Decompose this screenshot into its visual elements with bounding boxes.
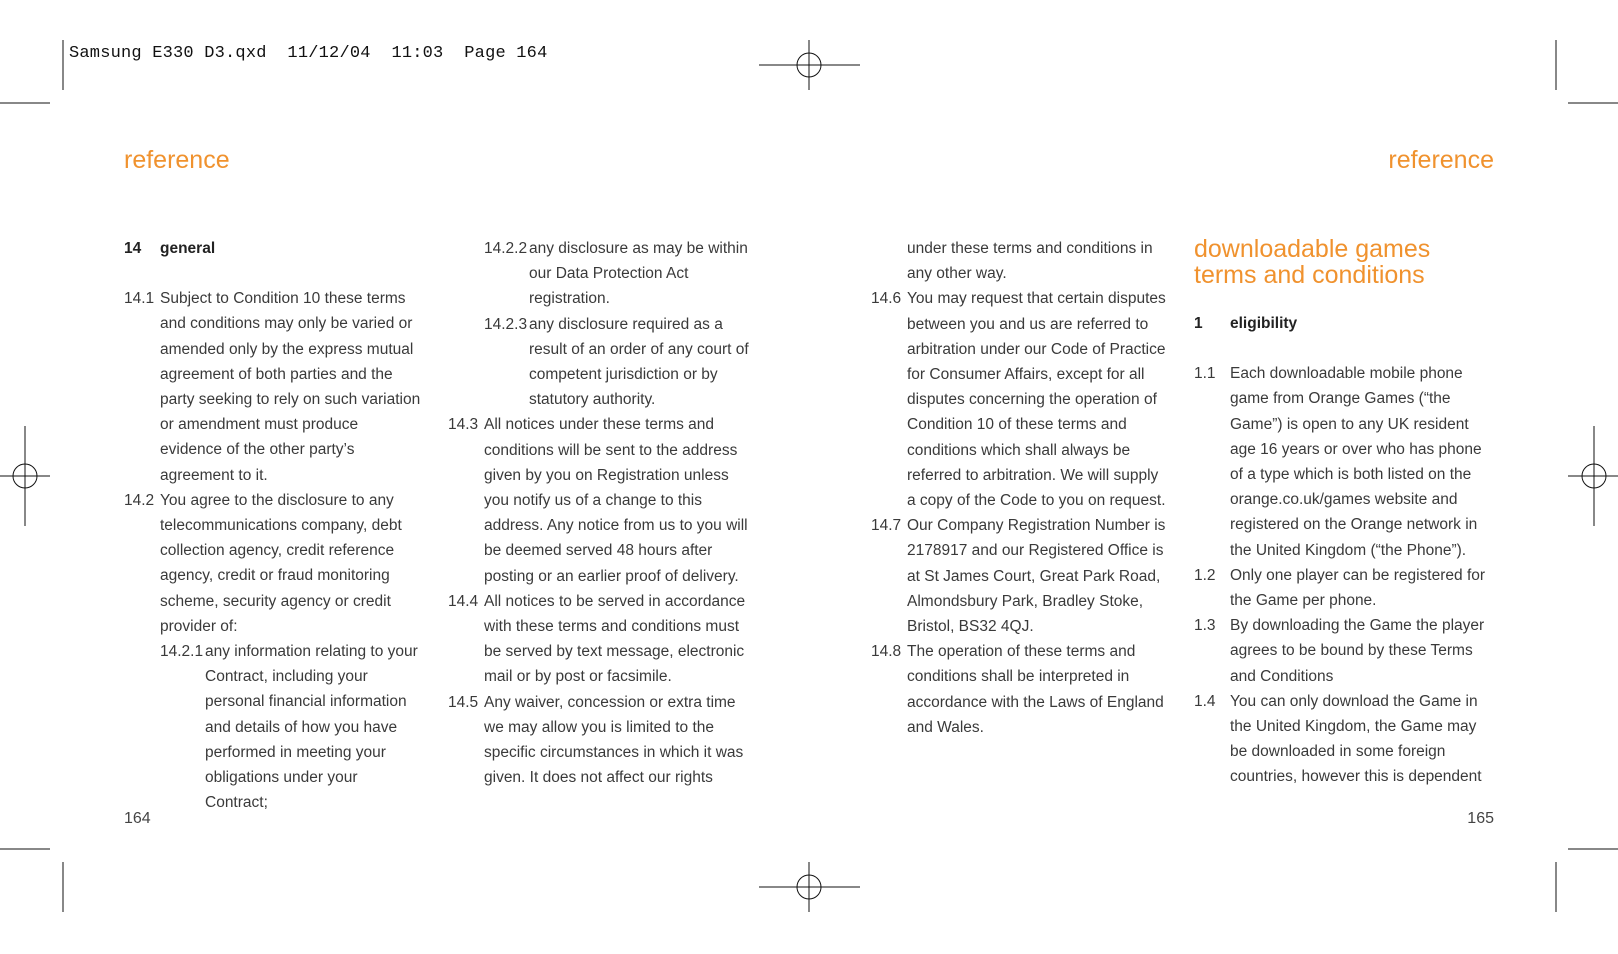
clause-text: All notices under these terms and conditions will be sent to the address given by you on Registration unless you notify us of a change to this address. Any notice from us to you will be deemed served 48 hours after posting or an earlier proof of delivery. [484,416,748,585]
left-page-header: reference [124,146,230,174]
clause-text: Each downloadable mobile phone game from Orange Games (“the Game”) is open to any UK resident age 16 years or over who has phone of a type which is both listed on the orange.co.uk/games website and registered on the Orange network in the United Kingdom (“the Phone”). [1230,365,1482,559]
clause-text: The operation of these terms and conditions shall be interpreted in accordance with the Laws of England and Wales. [907,643,1164,736]
clause-number: 1.3 [1194,617,1216,635]
clause-1-2 [1194,563,1494,613]
clause-number: 14.2.3 [484,315,528,333]
clause-number: 1.4 [1194,692,1216,710]
clause-text: any disclosure required as a result of an order of any court of competent jurisdiction or by statutory authority. [529,315,749,409]
clause-14-2-2 [484,236,756,312]
column-3 [871,236,1171,740]
right-page-number: 165 [1467,810,1494,827]
clause-text: By downloading the Game the player agrees to be bound by these Terms and Conditions [1230,617,1485,685]
clause-text: any disclosure as may be within our Data Protection Act registration. [529,240,748,308]
clause-text: You agree to the disclosure to any telecommunications company, debt collection agency, credit reference agency, credit or fraud monitoring scheme, security agency or credit provider of: [160,491,402,635]
column-2 [448,236,756,790]
section-heading [124,236,424,261]
clause-1-3 [1194,613,1494,689]
section-title: eligibility [1230,315,1298,332]
clause-number: 14.5 [448,693,479,711]
clause-number: 14.8 [871,643,902,661]
clause-14-4 [448,589,756,690]
section-heading [1194,311,1494,336]
clause-text: Our Company Registration Number is 2178917 and our Registered Office is at St James Court, Great Park Road, Almondsbury Park, Bradley Stoke, Bristol, BS32 4QJ. [907,517,1166,636]
clause-1-1 [1194,361,1494,563]
clause-14-2 [124,488,424,639]
clause-number: 14.3 [448,416,479,434]
section-title: general [160,240,216,257]
column-4 [1194,236,1494,790]
right-page-header: reference [1388,146,1494,174]
clause-text: Subject to Condition 10 these terms and conditions may only be varied or amended only by the express mutual agreement of both parties and the party seeking to rely on such variation or amendment must produce evidence of the other party’s agreement to it. [160,290,421,484]
clause-14-2-3 [484,312,756,413]
title-line-1: downloadable games [1194,235,1431,263]
title-line-2: terms and conditions [1194,261,1425,289]
clause-number: 1.2 [1194,566,1216,584]
clause-14-3 [448,412,756,588]
clause-number: 1.1 [1194,365,1216,383]
left-page-number: 164 [124,810,151,827]
section-number: 1 [1194,315,1203,332]
clause-number: 14.2.1 [160,643,204,661]
clause-1-4 [1194,689,1494,790]
clause-14-7 [871,513,1171,639]
clause-number: 14.1 [124,290,155,308]
clause-14-2-1 [160,639,424,815]
clause-number: 14.7 [871,517,902,535]
clause-text: You can only download the Game in the United Kingdom, the Game may be downloaded in some foreign countries, however this is dependent [1230,692,1482,786]
clause-text: Any waiver, concession or extra time we may allow you is limited to the specific circumstances in which it was given. It does not affect our rights [484,693,744,787]
clause-number: 14.4 [448,592,479,610]
section-title-block [1194,236,1494,288]
clause-14-6 [871,286,1171,513]
column-1 [124,236,424,815]
clause-14-8 [871,639,1171,740]
clause-text: You may request that certain disputes between you and us are referred to arbitration under our Code of Practice for Consumer Affairs, except for all disputes concerning the operation of Condition 10 of these terms and conditions which shall always be referred to arbitration. We will supply a copy of the Code to you on request. [907,290,1166,510]
clause-number: 14.2 [124,491,155,509]
clause-number: 14.2.2 [484,240,528,257]
clause-number: 14.6 [871,290,902,308]
clause-14-1 [124,286,424,488]
clause-text: Only one player can be registered for the Game per phone. [1230,566,1486,610]
clause-continuation: under these terms and conditions in any other way. [907,240,1153,283]
print-slug: Samsung E330 D3.qxd 11/12/04 11:03 Page 164 [69,44,548,63]
clause-14-5 [448,690,756,791]
clause-text: any information relating to your Contract, including your personal financial information and details of how you have performed in meeting your obligations under your Contract; [205,643,418,812]
clause-text: All notices to be served in accordance with these terms and conditions must be served by text message, electronic mail or by post or facsimile. [484,592,746,686]
section-number: 14 [124,240,142,257]
